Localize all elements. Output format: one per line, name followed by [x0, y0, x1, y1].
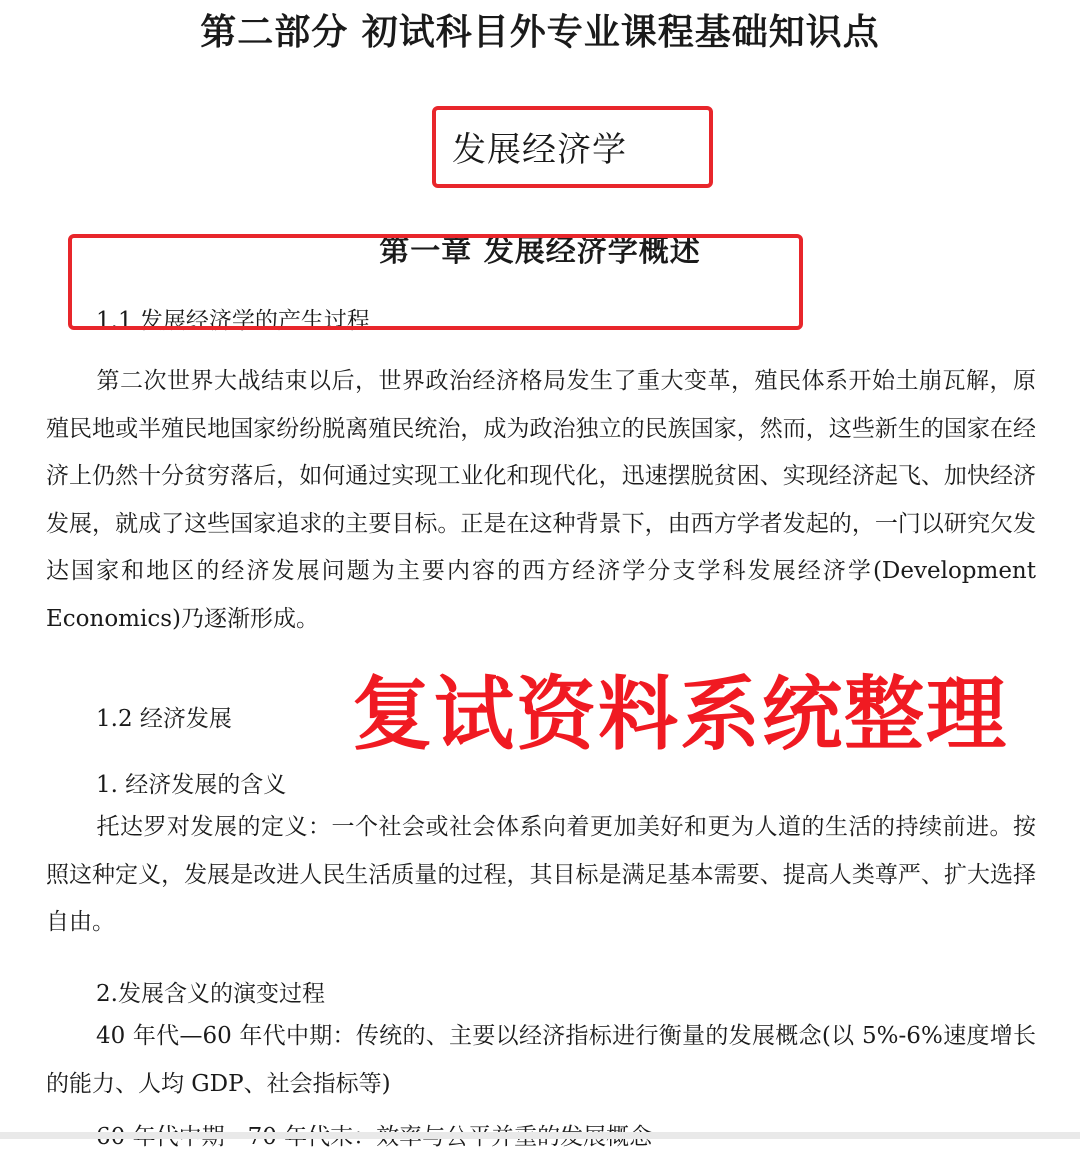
chapter-title: 第一章 发展经济学概述 — [379, 234, 701, 269]
subject-title: 发展经济学 — [452, 130, 627, 170]
section-heading-1-2: 1.2 经济发展 — [96, 706, 232, 732]
item-heading-1: 1. 经济发展的含义 — [96, 772, 287, 798]
chapter-highlight-box — [68, 234, 803, 330]
part-title: 第二部分 初试科目外专业课程基础知识点 — [200, 11, 880, 53]
paragraph-evolution-1-text: 40 年代—60 年代中期：传统的、主要以经济指标进行衡量的发展概念(以 5%-6%速度增长的能力、人均 GDP、社会指标等) — [46, 1023, 1036, 1097]
watermark-text: 复试资料系统整理 — [352, 668, 1008, 761]
page-bottom-edge — [0, 1132, 1080, 1139]
paragraph-origin-text: 第二次世界大战结束以后，世界政治经济格局发生了重大变革，殖民体系开始土崩瓦解，原殖民地或半殖民地国家纷纷脱离殖民统治，成为政治独立的民族国家，然而，这些新生的国家在经济上仍然十分贫穷落后，如何通过实现工业化和现代化，迅速摆脱贫困、实现经济起飞、加快经济发展，就成了这些国家追求的主要目标。正是在这种背景下，由西方学者发起的，一门以研究欠发达国家和地区的经济发展问题为主要内容的西方经济学分支学科发展经济学(Development Economics)乃逐渐形成。 — [46, 368, 1036, 632]
section-heading-1-1: 1.1 发展经济学的产生过程 — [96, 308, 370, 334]
item-heading-2: 2.发展含义的演变过程 — [96, 981, 325, 1007]
paragraph-origin — [46, 358, 1036, 643]
paragraph-definition-text: 托达罗对发展的定义：一个社会或社会体系向着更加美好和更为人道的生活的持续前进。按照这种定义，发展是改进人民生活质量的过程，其目标是满足基本需要、提高人类尊严、扩大选择自由。 — [46, 814, 1036, 935]
paragraph-evolution-1 — [46, 1013, 1036, 1108]
paragraph-definition — [46, 804, 1036, 947]
subject-highlight-box — [432, 106, 713, 188]
